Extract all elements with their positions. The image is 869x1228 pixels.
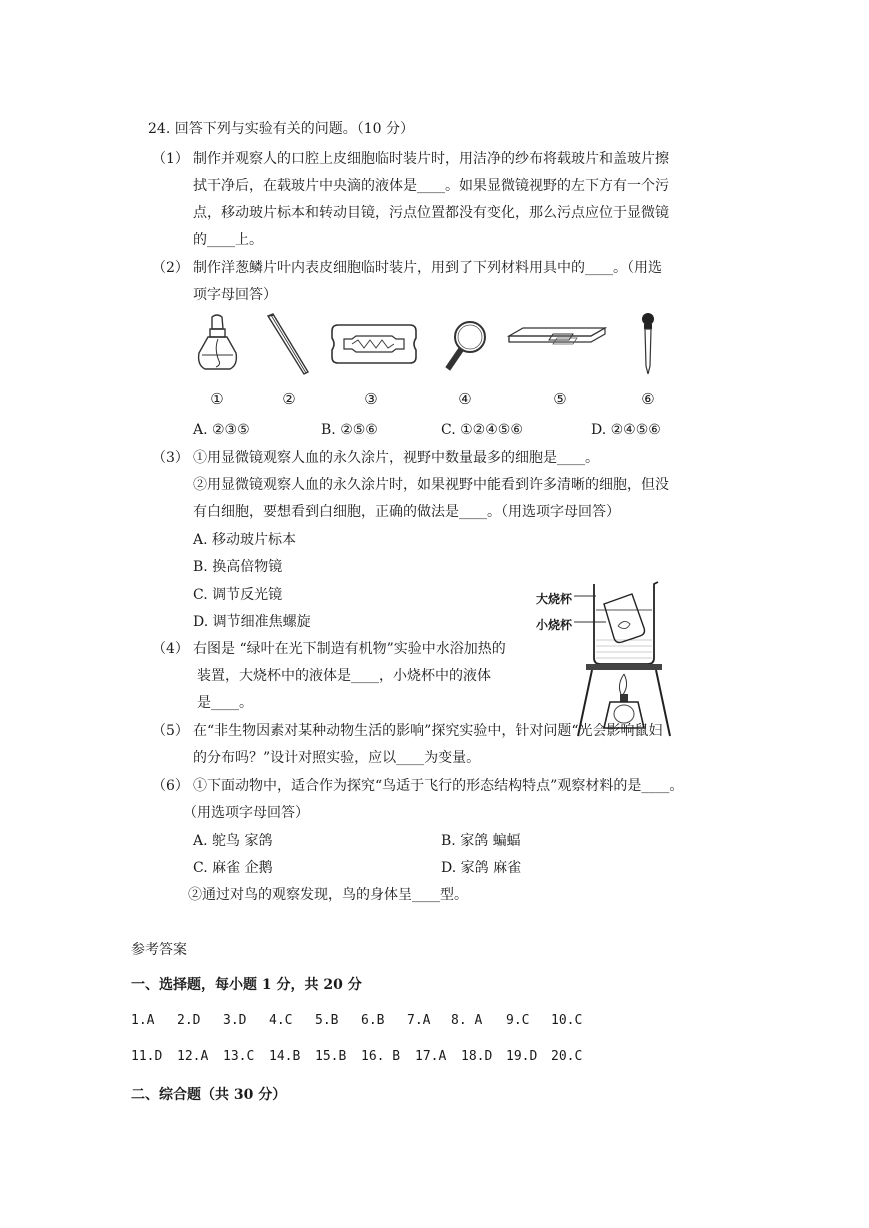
answer-item: 7.A <box>407 1013 431 1028</box>
answer-item: 4.C <box>269 1013 293 1028</box>
part3-line: ①用显微镜观察人血的永久涂片，视野中数量最多的细胞是____。 <box>193 450 599 466</box>
part5-line: 的分布吗？”设计对照实验，应以____为变量。 <box>193 750 481 766</box>
option-c: C. 调节反光镜 <box>193 587 283 603</box>
water-bath-apparatus <box>574 580 672 738</box>
option-d: D. 家鸽 麻雀 <box>441 860 522 876</box>
answer-item: 19.D <box>506 1049 538 1064</box>
part1-line: 的____上。 <box>193 232 263 248</box>
option-b: B. 家鸽 蝙蝠 <box>441 833 521 849</box>
part3-line: 有白细胞，要想看到白细胞，正确的做法是____。（用选项字母回答） <box>193 504 620 520</box>
answer-item: 10.C <box>551 1013 583 1028</box>
figure-label: ③ <box>364 390 378 408</box>
answer-item: 15.B <box>315 1049 347 1064</box>
dropper-icon <box>638 312 658 376</box>
part2-line: 制作洋葱鳞片叶内表皮细胞临时装片，用到了下列材料用具中的____。（用选 <box>193 260 662 276</box>
option-a: A. ②③⑤ <box>193 422 250 438</box>
answer-item: 3.D <box>223 1013 247 1028</box>
answer-item: 1.A <box>131 1013 155 1028</box>
part5-line: 在“非生物因素对某种动物生活的影响”探究实验中，针对问题“光会影响鼠妇 <box>193 723 663 739</box>
option-a: A. 移动玻片标本 <box>193 532 297 548</box>
glass-slide-icon <box>507 326 607 362</box>
figure-label: ① <box>210 390 224 408</box>
part1-line: 点，移动玻片标本和转动目镜，污点位置都没有变化，那么污点应位于显微镜 <box>193 205 669 221</box>
answer-item: 14.B <box>269 1049 301 1064</box>
answer-item: 11.D <box>131 1049 163 1064</box>
option-c: C. ①②④⑤⑥ <box>441 422 523 438</box>
part6-line: （用选项字母回答） <box>183 805 309 821</box>
question-title: 24. 回答下列与实验有关的问题。（10 分） <box>148 121 414 137</box>
small-beaker-label: 小烧杯 <box>536 618 573 632</box>
answer-item: 16. B <box>361 1049 401 1064</box>
part-number: （3） <box>152 450 189 466</box>
section-heading: 二、综合题（共 30 分） <box>131 1087 287 1103</box>
part-number: （5） <box>152 723 189 739</box>
part4-line: 右图是 “绿叶在光下制造有机物”实验中水浴加热的 <box>193 641 506 657</box>
answer-item: 12.A <box>177 1049 209 1064</box>
figure-label: ⑥ <box>641 390 655 408</box>
option-d: D. ②④⑤⑥ <box>591 422 661 438</box>
part4-line: 装置，大烧杯中的液体是____，小烧杯中的液体 <box>197 668 491 684</box>
part-number: （4） <box>152 641 189 657</box>
answer-item: 9.C <box>506 1013 530 1028</box>
option-a: A. 鸵鸟 家鸽 <box>193 833 273 849</box>
tweezers-icon <box>262 312 312 380</box>
part-number: （2） <box>152 260 189 276</box>
option-b: B. ②⑤⑥ <box>321 422 378 438</box>
answer-item: 5.B <box>315 1013 339 1028</box>
figure-label: ⑤ <box>553 390 567 408</box>
magnifier-icon <box>442 317 490 375</box>
part-number: （6） <box>152 778 189 794</box>
answer-item: 13.C <box>223 1049 255 1064</box>
dropper-bottle-icon <box>190 313 245 375</box>
answer-item: 17.A <box>415 1049 447 1064</box>
figure-label: ② <box>282 390 296 408</box>
part-number: （1） <box>152 151 189 167</box>
option-c: C. 麻雀 企鹅 <box>193 860 273 876</box>
answer-item: 20.C <box>551 1049 583 1064</box>
answer-item: 8. A <box>451 1013 483 1028</box>
figure-label: ④ <box>458 390 472 408</box>
part6-line: ②通过对鸟的观察发现，鸟的身体呈____型。 <box>188 887 468 903</box>
option-b: B. 换高倍物镜 <box>193 559 283 575</box>
part1-line: 制作并观察人的口腔上皮细胞临时装片时，用洁净的纱布将载玻片和盖玻片擦 <box>193 151 669 167</box>
razor-blade-icon <box>330 322 418 366</box>
part1-line: 拭干净后，在载玻片中央滴的液体是____。如果显微镜视野的左下方有一个污 <box>193 178 669 194</box>
part2-line: 项字母回答） <box>193 287 277 303</box>
answers-heading: 参考答案 <box>131 942 187 958</box>
answer-item: 2.D <box>177 1013 201 1028</box>
part6-line: ①下面动物中，适合作为探究“鸟适于飞行的形态结构特点”观察材料的是____。 <box>193 778 684 794</box>
section-heading: 一、选择题，每小题 1 分，共 20 分 <box>131 977 362 993</box>
big-beaker-label: 大烧杯 <box>536 592 573 606</box>
answer-item: 6.B <box>361 1013 385 1028</box>
part4-line: 是____。 <box>197 695 253 711</box>
option-d: D. 调节细准焦螺旋 <box>193 614 311 630</box>
part3-line: ②用显微镜观察人血的永久涂片时，如果视野中能看到许多清晰的细胞，但没 <box>193 477 669 493</box>
answer-item: 18.D <box>461 1049 493 1064</box>
